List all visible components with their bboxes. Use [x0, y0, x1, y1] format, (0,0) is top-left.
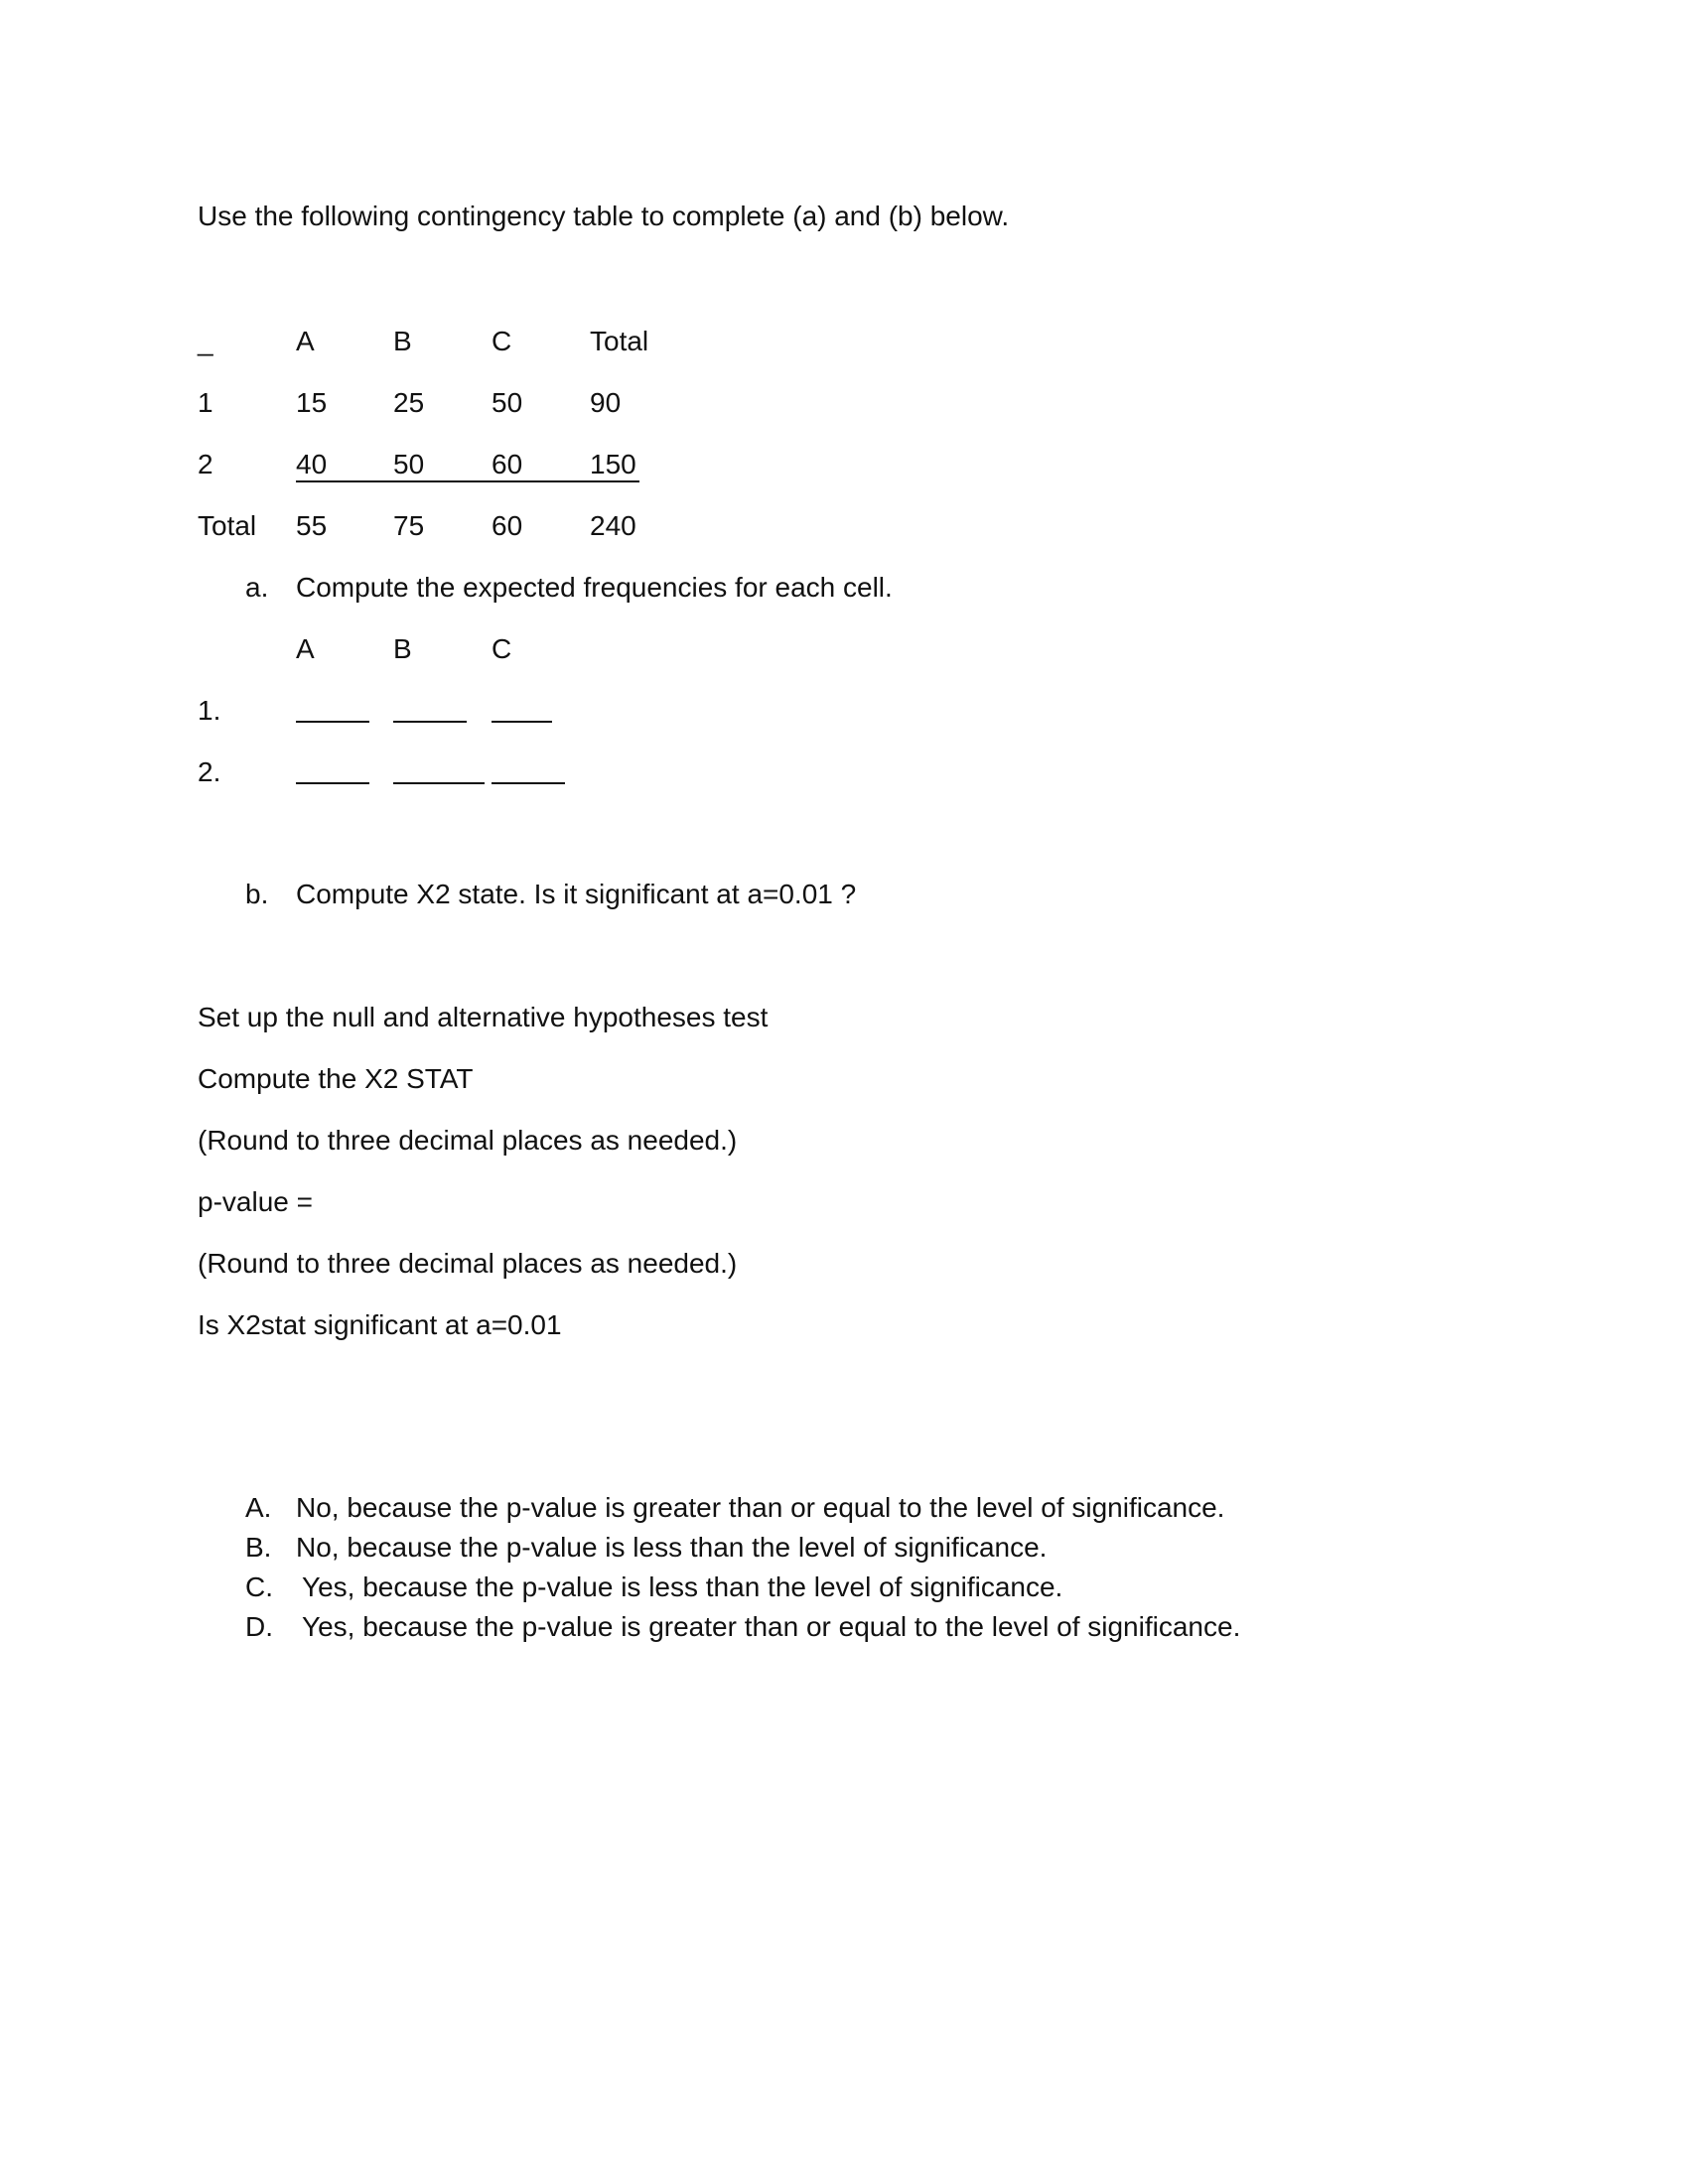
answer-blank[interactable] — [296, 721, 369, 723]
table-cell: 60 — [492, 449, 523, 479]
option-letter: D. — [245, 1611, 273, 1642]
option-text: Yes, because the p-value is less than the level of significance. — [302, 1571, 1063, 1602]
expected-header-b: B — [393, 633, 412, 664]
table-cell: 50 — [492, 387, 523, 418]
part-b-text: Compute X2 state. Is it significant at a=0.01 ? — [296, 879, 857, 909]
table-cell: 50 — [393, 449, 425, 479]
table-cell: 25 — [393, 387, 425, 418]
rounding-note: (Round to three decimal places as needed.) — [198, 1248, 738, 1279]
expected-row-label: 2. — [198, 756, 221, 787]
option-text: No, because the p-value is greater than or equal to the level of significance. — [296, 1492, 1225, 1523]
significance-question: Is X2stat significant at a=0.01 — [198, 1309, 562, 1340]
answer-blank[interactable] — [393, 721, 467, 723]
table-cell: 60 — [492, 510, 523, 541]
table-cell: 90 — [590, 387, 622, 418]
part-a-marker: a. — [245, 572, 269, 603]
table-cell: 240 — [590, 510, 636, 541]
option-text: No, because the p-value is less than the level of significance. — [296, 1532, 1048, 1563]
table-cell: 150 — [590, 449, 636, 479]
answer-blank[interactable] — [296, 782, 369, 784]
intro-text: Use the following contingency table to complete (a) and (b) below. — [198, 201, 1010, 231]
compute-stat-line: Compute the X2 STAT — [198, 1063, 474, 1094]
table-cell: 55 — [296, 510, 328, 541]
table-row-label: 2 — [198, 449, 213, 479]
table-header-a: A — [296, 326, 315, 356]
option-text: Yes, because the p-value is greater than or equal to the level of significance. — [302, 1611, 1241, 1642]
answer-blank[interactable] — [393, 782, 485, 784]
option-letter: A. — [245, 1492, 272, 1523]
table-header-c: C — [492, 326, 512, 356]
row-underline — [296, 480, 639, 482]
part-a-text: Compute the expected frequencies for each cell. — [296, 572, 893, 603]
answer-blank[interactable] — [492, 782, 565, 784]
p-value-line: p-value = — [198, 1186, 313, 1217]
table-cell: 40 — [296, 449, 328, 479]
table-header-b: B — [393, 326, 412, 356]
table-header-total: Total — [590, 326, 649, 356]
table-corner: _ — [198, 326, 213, 356]
expected-header-a: A — [296, 633, 315, 664]
rounding-note: (Round to three decimal places as needed.) — [198, 1125, 738, 1156]
expected-row-label: 1. — [198, 695, 221, 726]
option-letter: C. — [245, 1571, 273, 1602]
expected-header-c: C — [492, 633, 512, 664]
table-row-label: Total — [198, 510, 257, 541]
table-row-label: 1 — [198, 387, 213, 418]
answer-blank[interactable] — [492, 721, 552, 723]
table-cell: 75 — [393, 510, 425, 541]
table-cell: 15 — [296, 387, 328, 418]
part-b-marker: b. — [245, 879, 269, 909]
hypotheses-line: Set up the null and alternative hypotheses test — [198, 1002, 769, 1032]
option-letter: B. — [245, 1532, 272, 1563]
